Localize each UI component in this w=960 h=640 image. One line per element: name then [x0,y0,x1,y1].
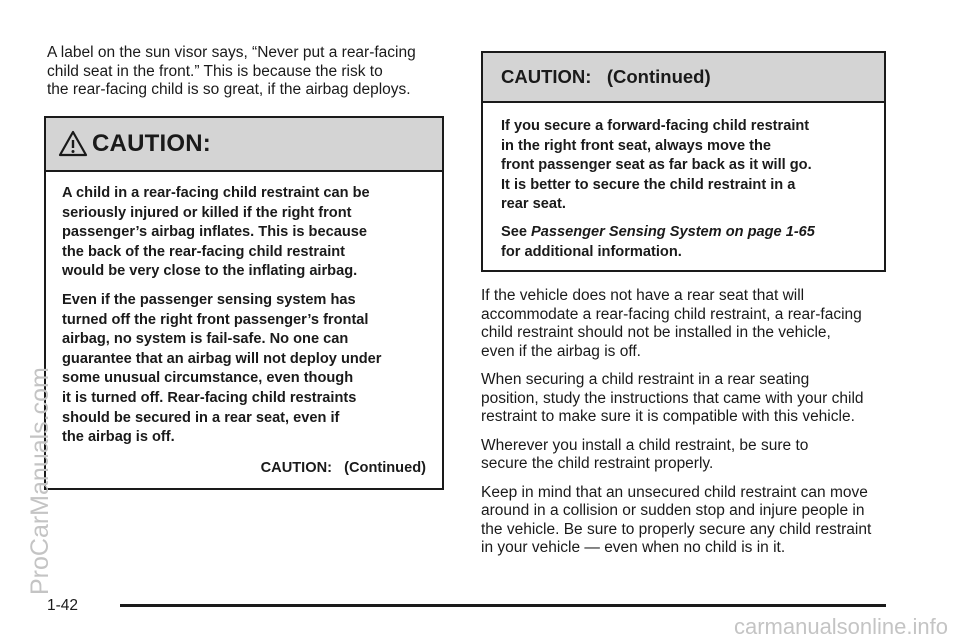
body-text [481,287,891,568]
see-line [501,223,866,243]
caution-line: passenger’s airbag inflates. This is because [62,224,367,241]
caution-line: seriously injured or killed if the right front [62,204,352,221]
caution-line: it is turned off. Rear-facing child restraints [62,389,357,406]
caution-line: If you secure a forward-facing child restraint [501,118,810,134]
caution-line: in the right front seat, always move the [501,137,772,154]
page-reference-link: Passenger Sensing System on page 1-65 [531,223,815,240]
body-line: Keep in mind that an unsecured child restraint can move [481,483,868,501]
caution-header [46,118,442,172]
caution-paragraph [62,291,426,448]
caution-line: airbag, no system is fail-safe. No one can [62,331,349,348]
intro-line: A label on the sun visor says, “Never put a rear-facing [47,44,416,61]
body-line: in your vehicle — even when no child is in it. [481,539,786,556]
see-prefix: See [501,223,532,240]
caution-line: the back of the rear-facing child restraint [62,243,346,260]
body-line: the vehicle. Be sure to properly secure any child restraint [481,520,872,538]
bottom-watermark: carmanualsonline.info [733,614,948,639]
intro-line: the rear-facing child is so great, if the airbag deploys. [47,81,411,98]
page-number: 1-42 [47,597,79,614]
caution-body [46,172,442,476]
caution-line: It is better to secure the child restraint in a [501,176,796,193]
footer-divider [120,604,886,607]
caution-line: turned off the right front passenger’s frontal [62,311,369,328]
body-line: restraint to make sure it is compatible with this vehicle. [481,408,855,425]
body-line: accommodate a rear-facing child restraint, a rear-facing [481,305,862,323]
body-paragraph [481,287,891,361]
caution-continued-body [483,103,884,262]
caution-continued-label: CAUTION: (Continued) [260,459,426,476]
caution-line: some unusual circumstance, even though [62,370,354,387]
body-line: When securing a child restraint in a rear seating [481,371,810,388]
caution-title: CAUTION: [92,130,211,157]
caution-box [44,116,444,490]
body-paragraph [481,371,891,427]
body-paragraph [481,437,891,474]
intro-paragraph [47,44,447,100]
caution-line: the airbag is off. [62,429,175,446]
see-reference [501,223,866,262]
body-paragraph [481,484,891,558]
body-line: even if the airbag is off. [481,342,641,360]
side-watermark: ProCarManuals.com [26,367,54,595]
warning-triangle-icon [58,129,88,159]
caution-line: guarantee that an airbag will not deploy under [62,350,382,367]
caution-paragraph [62,184,426,282]
caution-line: A child in a rear-facing child restraint can be [62,185,370,201]
body-line: child restraint should not be installed in the vehicle, [481,324,831,341]
see-suffix: for additional information. [501,243,682,260]
body-line: If the vehicle does not have a rear seat that will [481,287,805,304]
caution-paragraph [501,117,866,215]
caution-continued-title: CAUTION: (Continued) [501,66,711,87]
caution-continued-header [483,53,884,103]
caution-continued-box [481,51,886,272]
body-line: Wherever you install a child restraint, be sure to [481,436,809,454]
caution-line: Even if the passenger sensing system has [62,291,356,308]
caution-line: front passenger seat as far back as it will go. [501,157,812,174]
caution-line: would be very close to the inflating airbag. [62,263,358,280]
caution-line: should be secured in a rear seat, even if [62,409,340,426]
body-line: around in a collision or sudden stop and injure people in [481,502,865,519]
body-line: position, study the instructions that came with your child [481,389,864,407]
intro-line: child seat in the front.” This is because the risk to [47,62,383,80]
caution-line: rear seat. [501,196,566,213]
body-line: secure the child restraint properly. [481,455,714,472]
